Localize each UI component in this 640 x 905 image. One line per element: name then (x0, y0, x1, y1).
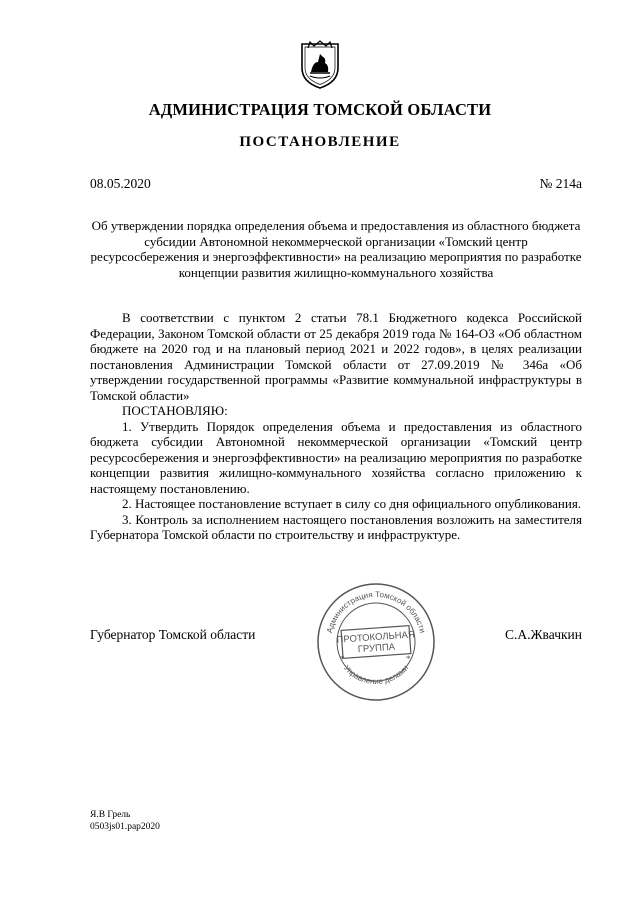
preamble-paragraph: В соответствии с пунктом 2 статьи 78.1 Бюджетного кодекса Российской Федерации, Законом Томской области от 25 декабря 2019 года № 164-ОЗ «Об областном бюджете на 2020 год и на плановый период 2021 и 2022 годов», в целях реализации постановления Администрации Томской области от 27.09.2019 № 346а «Об утверждении государственной программы «Развитие коммунальной инфраструктуры в Томской области» (90, 310, 582, 403)
stamp-inner-line-1: ПРОТОКОЛЬНАЯ (336, 629, 416, 646)
coat-of-arms-icon (298, 40, 342, 90)
decree-item: 1. Утвердить Порядок определения объема и предоставления из областного бюджета субсидии Автономной некоммерческой организации «Томский центр ресурсосбережения и энергоэффективности» на реализацию мероприятия по разработке концепции развития жилищно-коммунального хозяйства согласно приложению к настоящему постановлению. (90, 418, 582, 496)
document-subject: Об утверждении порядка определения объема и предоставления из областного бюджета субсидии Автономной некоммерческой организации «Томский центр ресурсосбережения и энергоэффективности» на реализацию мероприятия по разработке концепции развития жилищно-коммунального хозяйства (90, 218, 582, 280)
organization-title: АДМИНИСТРАЦИЯ ТОМСКОЙ ОБЛАСТИ (148, 100, 492, 119)
file-reference: 0503js01.pap2020 (90, 822, 160, 832)
document-date: 08.05.2020 (90, 176, 151, 191)
stamp-outer-text-bottom: Управление делами (341, 663, 411, 687)
document-body (90, 310, 582, 543)
decree-item: 3. Контроль за исполнением настоящего постановления возложить на заместителя Губернатора Томской области по строительству и инфраструктуре. (90, 511, 582, 542)
executor-name: Я.В Грель (90, 810, 131, 820)
official-stamp (314, 580, 438, 704)
document-number: № 214а (539, 176, 582, 191)
stamp-inner-line-2: ГРУППА (357, 641, 396, 656)
stamp-outer-text-top: Администрация Томской области (324, 589, 428, 634)
stamp-star-icon: * (406, 654, 411, 664)
stamp-star-icon: * (340, 654, 345, 664)
signatory-position: Губернатор Томской области (90, 627, 256, 642)
footer-notes (90, 809, 160, 833)
decree-word: ПОСТАНОВЛЯЮ: (122, 403, 228, 418)
signatory-name: С.А.Жвачкин (504, 627, 582, 642)
decree-item: 2. Настоящее постановление вступает в силу со дня официального опубликования. (122, 496, 582, 511)
document-type-heading: ПОСТАНОВЛЕНИЕ (239, 134, 401, 150)
